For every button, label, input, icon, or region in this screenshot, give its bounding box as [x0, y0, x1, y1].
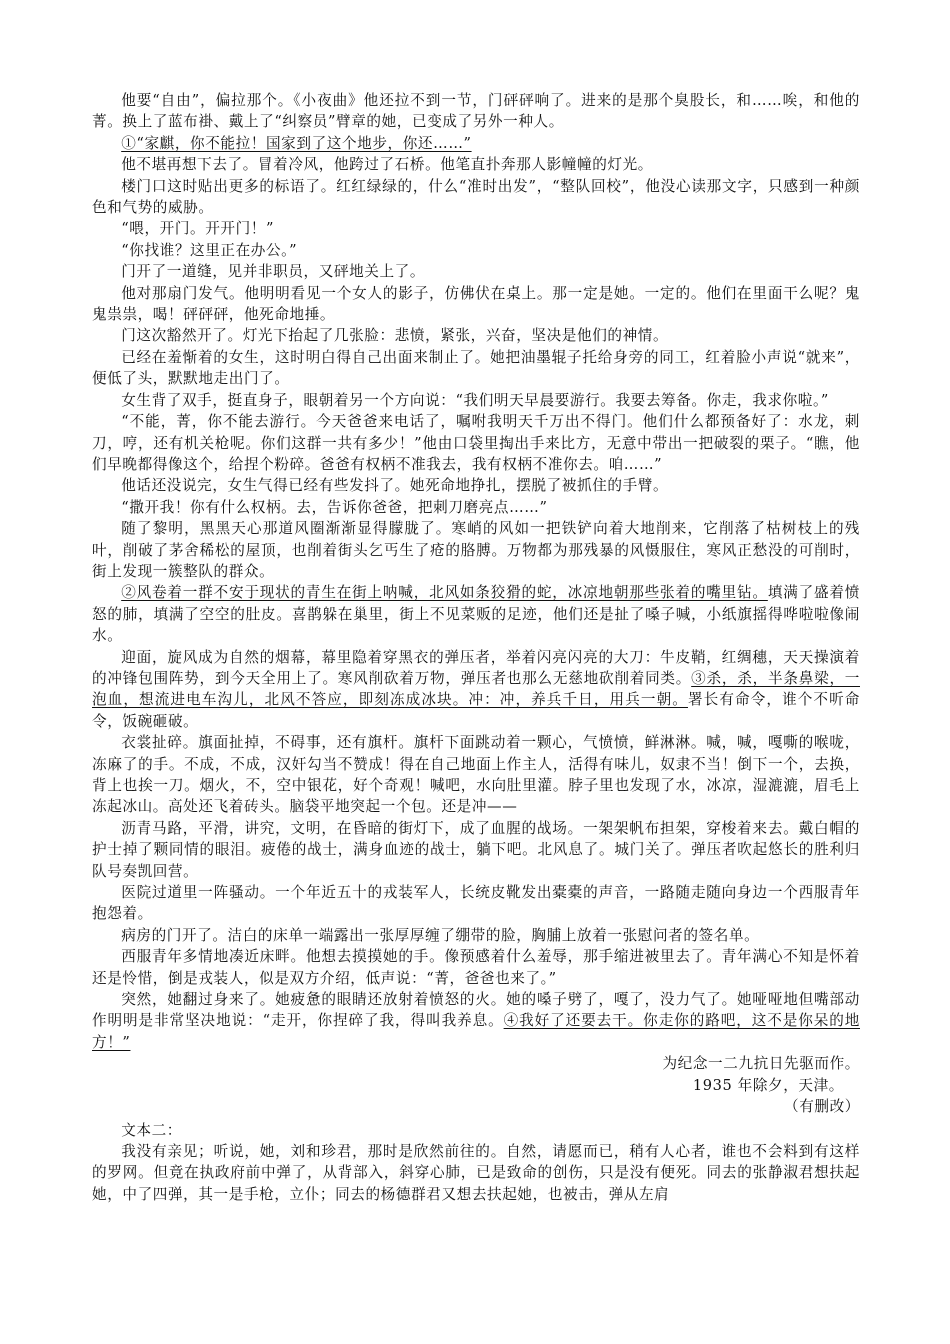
paragraph: 衣裳扯碎。旗面扯掉，不碍事，还有旗杆。旗杆下面跳动着一颗心，气愤愤，鲜淋淋。喊，喊，嘎嘶的喉咙，冻麻了的手。不成，不成，汉奸勾当不赞成！得在自己地面上作主人，活得有味儿，奴隶不当！倒下一个，去换，背上也挨一刀。烟火，不，空中银花，好个奇观！喊吧，水向肚里灌。脖子里也发现了水，冰凉，湿漉漉，眉毛上冻起冰山。高处还飞着砖头。脑袋平地突起一个包。还是冲——	[92, 734, 860, 816]
paragraph: 已经在羞惭着的女生，这时明白得自己出面来制止了。她把油墨辊子托给身旁的同工，红着脸小声说“就来”，便低了头，默默地走出门了。	[92, 348, 860, 388]
paragraph: “你找谁？这里正在办公。”	[121, 241, 298, 259]
paragraph: 他对那扇门发气。他明明看见一个女人的影子，仿佛伏在桌上。那一定是她。一定的。他们在里面干么呢？鬼鬼祟祟，喝！砰砰砰，他死命地捶。	[92, 284, 860, 324]
paragraph-annotated-2: ②风卷着一群不安于现状的青生在街上呐喊，北风如条狡猾的蛇，冰凉地朝那些张着的嘴里钻。填满了盛着愤怒的肺，填满了空空的肚皮。喜鹊躲在巢里，街上不见菜贩的足迹，他们还是扯了嗓子喊，小纸旗摇得哗啦啦像闹水。	[92, 584, 860, 645]
paragraph: 随了黎明，黑黑天心那道风圈渐渐显得朦胧了。寒峭的风如一把铁铲向着大地削来，它削落了枯树枝上的残叶，削破了茅舍稀松的屋顶，也削着街头乞丐生了疮的胳膊。万物都为那残暴的风慑服住，寒风正愁没的可削时，街上发现一簇整队的群众。	[92, 520, 860, 580]
paragraph: 沥青马路，平滑，讲究，文明，在昏暗的街灯下，成了血腥的战场。一架架帆布担架，穿梭着来去。戴白帽的护士掉了颗同情的眼泪。疲倦的战士，满身血迹的战士，躺下吧。北风息了。城门关了。弹压者吹起悠长的胜利归队号奏凯回营。	[92, 819, 860, 880]
paragraph: 他不堪再想下去了。冒着冷风，他跨过了石桥。他笔直扑奔那人影幢幢的灯光。	[121, 156, 653, 174]
paragraph-annotated-4: 突然，她翻过身来了。她疲惫的眼睛还放射着愤怒的火。她的嗓子劈了，嘎了，没力气了。她哑哑地但嘴部动作明明是非常坚决地说：“走开，你捏碎了我，得叫我养息。④我好了还要去干。你走你的路吧，这不是你呆的地方！”	[92, 991, 860, 1051]
underlined-sentence: ②风卷着一群不安于现状的青生在街上呐喊，北风如条狡猾的蛇，冰凉地朝那些张着的嘴里钻。	[121, 584, 768, 602]
paragraph: “不能，菁，你不能去游行。今天爸爸来电话了，嘱咐我明天千万出不得门。他们什么都预备好了：水龙，刺刀，哼，还有机关枪呢。你们这群一共有多少！”他由口袋里掏出手来比方，无意中带出一把破裂的栗子。“瞧，他们早晚都得像这个，给捏个粉碎。爸爸有权柄不准我去，我有权柄不准你去。咱……”	[92, 413, 860, 473]
date-place-line: 1935 年除夕，天津。	[692, 1076, 844, 1094]
paragraph-annotated-3: 迎面，旋风成为自然的烟幕，幕里隐着穿黑衣的弹压者，举着闪亮闪亮的大刀：牛皮鞘，红绸穗，天天操演着的冲锋包围阵势，到今天全用上了。寒风削砍着万物，弹压者也那么无慈地砍削着同类。③杀，杀，半条鼻梁，一泡血，想流进电车沟儿，北风不答应，即刻冻成冰块。冲：冲，养兵千日，用兵一朝。署长有命令，谁个不听命令，饭碗砸破。	[92, 648, 860, 730]
paragraph: 医院过道里一阵骚动。一个年近五十的戎装军人，长统皮靴发出橐橐的声音，一路随走随向身边一个西服青年抱怨着。	[92, 884, 860, 923]
paragraph: 病房的门开了。洁白的床单一端露出一张厚厚缠了绷带的脸，胸脯上放着一张慰问者的签名单。	[121, 926, 760, 944]
paragraph: 他要“自由”，偏拉那个。《小夜曲》他还拉不到一节，门砰砰响了。进来的是那个臭股长，和……唉，和他的菁。换上了蓝布褂、戴上了“纠察员”臂章的她，已变成了另外一种人。	[92, 92, 860, 131]
section-heading-text2: 文本二：	[121, 1121, 182, 1139]
paragraph: 楼门口这时贴出更多的标语了。红红绿绿的，什么“准时出发”，“整队回校”，他没心读那文字，只感到一种颜色和气势的威胁。	[92, 177, 860, 217]
document-page	[92, 90, 860, 1205]
dedication-line: 为纪念一二九抗日先驱而作。	[662, 1055, 860, 1073]
abridged-note: （有删改）	[784, 1098, 860, 1116]
paragraph: 他话还没说完，女生气得已经有些发抖了。她死命地挣扎，摆脱了被抓住的手臂。	[121, 477, 669, 495]
paragraph: 门这次豁然开了。灯光下抬起了几张脸：悲愤，紧张，兴奋，坚决是他们的神情。	[121, 327, 669, 345]
paragraph: 门开了一道缝，见并非职员，又砰地关上了。	[121, 263, 426, 281]
paragraph-annotated-1	[92, 133, 860, 154]
paragraph: 西服青年多情地凑近床畔。他想去摸摸她的手。像预感着什么羞辱，那手缩进被里去了。青年满心不知是怀着还是怜惜，倒是戎装人，似是双方介绍，低声说：“菁，爸爸也来了。”	[92, 948, 860, 987]
text2-paragraph: 我没有亲见；听说，她，刘和珍君，那时是欣然前往的。自然，请愿而已，稍有人心者，谁也不会料到有这样的罗网。但竟在执政府前中弹了，从背部入，斜穿心肺，已是致命的创伤，只是没有便死。同去的张静淑君想扶起她，中了四弹，其一是手枪，立仆；同去的杨德群君又想去扶起她，也被击，弹从左肩	[92, 1142, 860, 1203]
underlined-sentence: ④我好了还要去干。你走你的路吧，这不是你呆的地方！”	[92, 1012, 860, 1051]
paragraph: “撒开我！你有什么权柄。去，告诉你爸爸，把刺刀磨亮点……”	[121, 498, 548, 516]
underlined-sentence: ③杀，杀，半条鼻梁，一泡血，想流进电车沟儿，北风不答应，即刻冻成冰块。冲：冲，养兵千日，用兵一朝。	[92, 669, 860, 709]
paragraph: “喂，开门。开开门！”	[121, 220, 275, 238]
underlined-sentence-1: ①“家麒，你不能拉！国家到了这个地步，你还……”	[121, 134, 472, 152]
paragraph: 女生背了双手，挺直身子，眼朝着另一个方向说：“我们明天早晨要游行。我要去筹备。你走，我求你啦。”	[121, 391, 829, 409]
